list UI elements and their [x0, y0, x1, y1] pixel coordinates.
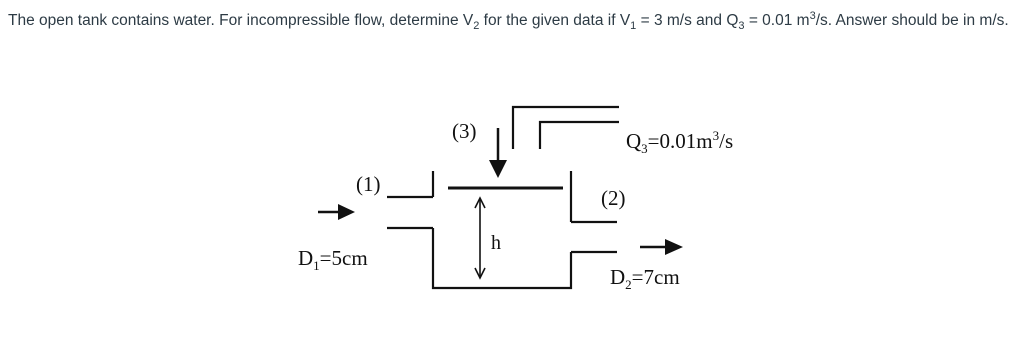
question-text-segment: The open tank contains water. For incompressible flow, determine V: [8, 12, 474, 29]
question-text-segment: = 3 m/s and Q: [636, 12, 739, 29]
tank-walls: [387, 107, 619, 288]
v2-subscript: 2: [473, 20, 480, 33]
label-q3: $Q_3=0.01m^3/s$: [626, 128, 734, 156]
question-text-segment: = 0.01 m: [744, 12, 810, 29]
supply-pipe-inner-wall: [540, 122, 619, 149]
tank-bottom-wall: [433, 228, 571, 288]
question-text-segment: /s. Answer should be in m/s.: [815, 12, 1009, 29]
label-d2: $D_2=7cm$: [610, 265, 680, 292]
question-text-segment: for the given data if V: [479, 12, 631, 29]
supply-pipe-outer-wall: [513, 107, 619, 149]
q3-subscript: 3: [738, 20, 745, 33]
outlet-arrow-icon: [640, 239, 683, 255]
v1-subscript: 1: [630, 20, 637, 33]
inlet-arrow-icon: [318, 204, 355, 220]
label-height-h: h: [491, 232, 501, 254]
label-section-3: (3): [452, 119, 477, 143]
cubic-superscript: 3: [809, 9, 816, 22]
height-dimension-icon: [475, 198, 485, 278]
label-d1: $D_1=5cm$: [298, 246, 368, 273]
label-section-1: (1): [356, 172, 381, 196]
supply-flow-down-arrow-icon: [489, 128, 507, 178]
label-section-2: (2): [601, 186, 626, 210]
